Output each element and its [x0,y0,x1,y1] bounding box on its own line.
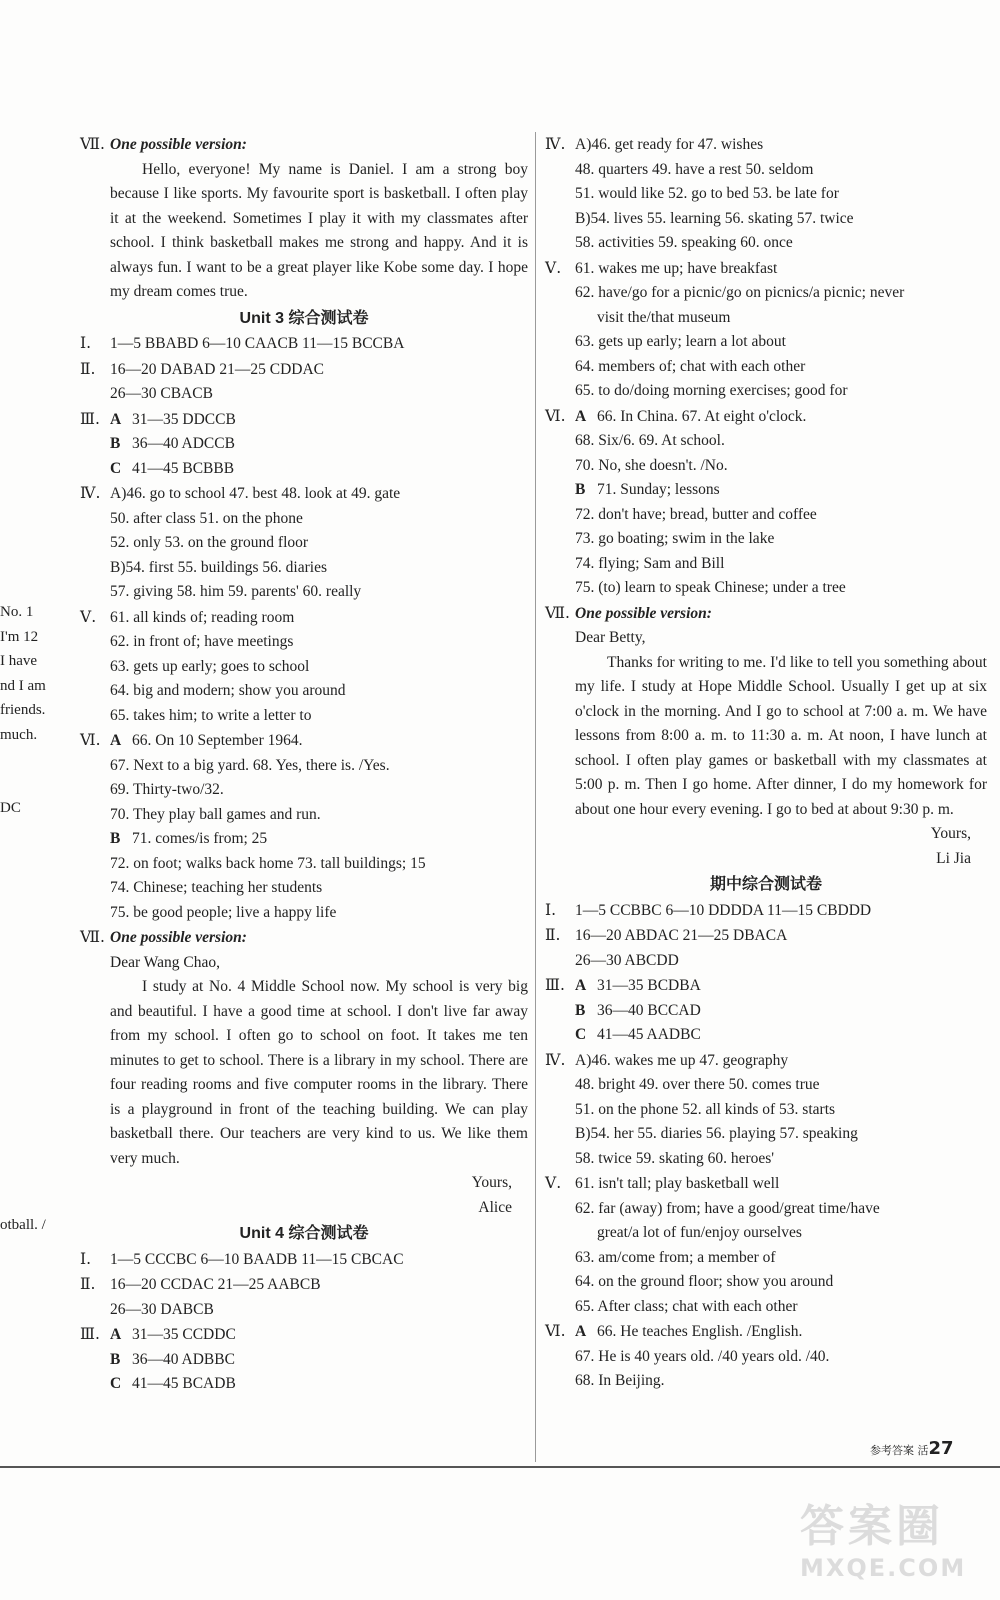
letter-signoff: Li Jia [936,849,971,867]
answer-line [545,231,987,256]
subsection-letter: B [575,1001,586,1019]
answer-line [545,182,987,207]
margin-fragment [0,821,46,846]
answer-line [80,901,528,926]
answer-text: 74. flying; Sam and Bill [575,554,725,572]
answer-text: 41—45 BCBBB [132,459,235,477]
answer-line [80,1348,528,1373]
right-column [545,132,987,1394]
answer-line [545,1246,987,1271]
writing-label-text: One possible version: [110,929,247,946]
answer-text: 41—45 BCADB [132,1375,236,1392]
answer-line [80,605,528,631]
answer-line [80,407,528,433]
margin-fragment: otball. / [0,1216,46,1233]
answer-line [80,655,528,680]
answer-line [80,556,528,581]
answer-text: 72. don't have; bread, butter and coffee [575,505,817,523]
letter-signoff: Yours, [930,825,971,842]
subsection-letter: A [110,732,122,749]
answer-text: 75. be good people; live a happy life [110,903,337,921]
margin-fragment [0,1188,46,1213]
watermark-logo-text: 答案圈 [800,1501,944,1552]
subsection-letter: B [110,435,121,452]
section-numeral: Ⅵ. [545,1322,566,1340]
letter-signoff: Yours, [471,1174,512,1191]
answer-line [545,454,987,479]
answer-text: A)46. wakes me up 47. geography [575,1051,789,1069]
answer-text: 66. On 10 September 1964. [132,732,303,749]
answer-text: 62. in front of; have meetings [110,633,294,650]
answer-text: 65. to do/doing morning exercises; good for [575,382,848,399]
page-footer [870,1438,954,1459]
answer-line [80,728,528,754]
answer-text: 50. after class 51. on the phone [110,509,303,527]
answer-text: 31—35 DDCCB [132,410,236,428]
margin-fragment: friends. [0,702,46,718]
footer-prefix: 活 [917,1444,929,1457]
answer-line [545,379,987,404]
answer-line [80,754,528,779]
answer-text: 66. He teaches English. /English. [597,1323,803,1340]
answer-line [545,949,987,974]
margin-fragment [0,772,46,797]
answer-text: A)46. get ready for 47. wishes [575,136,764,153]
answer-line [80,1372,528,1397]
answer-line [545,404,987,430]
section-numeral: Ⅳ. [545,135,566,153]
answer-line [545,1295,987,1320]
bottom-rule [0,1466,1000,1468]
answer-line [80,331,528,357]
subsection-letter: A [575,407,587,425]
subsection-letter: C [110,459,122,477]
section-numeral: Ⅱ. [545,926,561,944]
answer-text: visit the/that museum [597,308,731,326]
section-numeral: Ⅴ. [545,1174,562,1192]
answer-text: 71. comes/is from; 25 [132,830,268,847]
margin-fragment [0,1017,46,1042]
answer-line [545,1345,987,1370]
answer-text: 70. No, she doesn't. /No. [575,456,728,474]
answer-line [545,281,987,306]
answer-text: 16—20 CCDAC 21—25 AABCB [110,1276,321,1293]
section-numeral: Ⅱ. [80,1275,96,1293]
page-number: 27 [928,1438,954,1459]
margin-fragment [0,1066,46,1091]
answer-text: B)54. lives 55. learning 56. skating 57. twice [575,209,854,227]
answer-text: 66. In China. 67. At eight o'clock. [597,407,807,425]
answer-line [80,507,528,532]
subsection-letter: A [575,977,587,994]
answer-line [545,207,987,232]
answer-text: 26—30 CBACB [110,385,213,402]
answer-text: 57. giving 58. him 59. parents' 60. really [110,583,362,600]
answer-text: 68. In Beijing. [575,1372,665,1389]
answer-line [80,679,528,704]
answer-line [545,158,987,183]
answer-line [545,1048,987,1074]
answer-line [545,1319,987,1345]
answer-line [545,1147,987,1172]
margin-fragment: much. [0,726,38,743]
answer-text: 61. isn't tall; play basketball well [575,1175,780,1192]
answer-text: 36—40 ADCCB [132,435,235,452]
answer-text: 69. Thirty-two/32. [110,781,224,798]
answer-text: 16—20 ABDAC 21—25 DBACA [575,927,788,944]
answer-text: 31—35 CCDDC [132,1326,236,1343]
answer-line [545,626,987,651]
answer-text: 48. bright 49. over there 50. comes true [575,1076,820,1093]
answer-line [80,531,528,556]
answer-line [545,355,987,380]
answer-line [80,1272,528,1298]
answer-text: 51. would like 52. go to bed 53. be late for [575,185,839,202]
answer-text: 1—5 BBABD 6—10 CAACB 11—15 BCCBA [110,335,405,352]
margin-fragment [0,1115,46,1140]
section-numeral: Ⅵ. [545,406,566,425]
answer-text: 63. gets up early; learn a lot about [575,333,786,350]
answer-text: 36—40 ADBBC [132,1350,235,1368]
answer-line [545,330,987,355]
subsection-letter: B [110,1350,121,1368]
answer-line [80,1322,528,1348]
writing-label [545,601,987,627]
answer-line [545,1369,987,1394]
answer-line [80,357,528,383]
answer-text: B)54. her 55. diaries 56. playing 57. speaking [575,1125,858,1142]
answer-text: 58. activities 59. speaking 60. once [575,234,793,251]
sample-essay-paragraph: I study at No. 4 Middle School now. My school is very big and beautiful. I have a good time at school. I don't live far away from my school. I often go to school on foot. It takes me ten minutes to get to school. There is a library in my school. There are four reading rooms and five computer rooms in the library. There is a playground in front of the teaching building. We can play basketball there. Our teachers are very kind to us. We like them very much. [110,978,528,1167]
answer-line [80,481,528,507]
answer-line [545,478,987,503]
answer-text: 64. on the ground floor; show you around [575,1273,834,1290]
margin-fragment [0,943,46,968]
section-numeral: Ⅵ. [80,731,101,749]
answer-text: 62. have/go for a picnic/go on picnics/a picnic; never [575,284,905,301]
margin-fragment: DC [0,800,21,816]
section-numeral: Ⅶ. [80,135,105,153]
section-title: Unit 3 综合测试卷 [239,309,369,327]
answer-line [80,704,528,729]
section-numeral: Ⅲ. [545,976,565,994]
section-numeral: Ⅳ. [545,1050,566,1069]
writing-label [80,132,528,158]
margin-fragment: I'm 12 [0,628,39,645]
section-numeral: Ⅳ. [80,484,101,502]
answer-line [80,432,528,457]
answer-line [80,852,528,877]
left-margin-fragments [0,600,46,1237]
answer-text: 52. only 53. on the ground floor [110,534,309,551]
writing-label [80,925,528,951]
margin-fragment [0,992,46,1017]
answer-text: 65. takes him; to write a letter to [110,706,312,724]
answer-text: A)46. go to school 47. best 48. look at 49. gate [110,485,401,502]
answer-line [545,1122,987,1147]
section-numeral: Ⅴ. [545,258,562,277]
answer-line [80,951,528,976]
margin-fragment: No. 1 [0,604,34,620]
answer-line [545,552,987,577]
answer-line [545,1197,987,1222]
answer-line [80,580,528,605]
answer-line [545,429,987,454]
answer-text: 1—5 CCCBC 6—10 BAADB 11—15 CBCAC [110,1250,404,1268]
subsection-letter: C [110,1375,122,1392]
subsection-letter: C [575,1026,587,1043]
margin-fragment [0,1090,46,1115]
section-numeral: Ⅰ. [80,334,92,352]
answer-text: 73. go boating; swim in the lake [575,530,775,547]
answer-text: 36—40 BCCAD [597,1001,701,1019]
footer-section: 参考答案 [870,1444,914,1457]
subsection-letter: B [110,830,121,847]
answer-text: 16—20 DABAD 21—25 CDDAC [110,360,324,378]
answer-text: Dear Betty, [575,629,646,646]
writing-label-text: One possible version: [575,604,712,622]
answer-line [545,132,987,158]
answer-text: 41—45 AADBC [597,1026,701,1043]
answer-line [545,576,987,601]
subsection-letter: A [110,410,122,428]
margin-fragment: nd I am [0,677,46,694]
answer-text: great/a lot of fun/enjoy ourselves [597,1224,802,1241]
answer-line [80,803,528,828]
section-numeral: Ⅶ. [80,928,105,946]
answer-text: 63. gets up early; goes to school [110,657,310,675]
answer-line [80,827,528,852]
answer-line [80,382,528,407]
answer-line [545,1023,987,1048]
answer-text: 51. on the phone 52. all kinds of 53. starts [575,1100,836,1118]
margin-fragment [0,1139,46,1164]
answer-line [80,1298,528,1323]
left-column [80,132,528,1397]
answer-text: 65. After class; chat with each other [575,1297,798,1315]
margin-fragment [0,894,46,919]
answer-line [545,306,987,331]
section-numeral: Ⅲ. [80,409,100,428]
margin-fragment [0,1164,46,1189]
section-numeral: Ⅲ. [80,1325,100,1343]
answer-line [545,1171,987,1197]
answer-text: 64. members of; chat with each other [575,357,806,375]
sample-essay-paragraph: Hello, everyone! My name is Daniel. I am a strong boy because I like sports. My favourite sport is basketball. I often play it at the weekend. Sometimes I play it with my classmates after school. I think basketball makes me strong and happy. And it is always fun. I want to be a great player like Kobe some day. I hope my dream comes true. [110,160,528,300]
subsection-letter: A [575,1323,587,1340]
answer-text: 67. He is 40 years old. /40 years old. /40. [575,1347,830,1365]
answer-text: 58. twice 59. skating 60. heroes' [575,1149,775,1167]
answer-line [545,527,987,552]
watermark-url: MXQE.COM [800,1554,967,1582]
answer-line [545,898,987,924]
answer-text: Dear Wang Chao, [110,953,220,971]
column-divider [535,132,536,1462]
section-numeral: Ⅴ. [80,607,97,626]
answer-text: 63. am/come from; a member of [575,1248,776,1266]
subsection-letter: B [575,481,586,498]
subsection-letter: A [110,1326,122,1343]
answer-line [545,1098,987,1123]
answer-text: 31—35 BCDBA [597,977,701,994]
answer-text: 75. (to) learn to speak Chinese; under a tree [575,579,846,596]
answer-text: 71. Sunday; lessons [597,481,720,498]
margin-fragment [0,1041,46,1066]
section-numeral: Ⅰ. [80,1249,92,1268]
answer-line [80,778,528,803]
answer-line [80,630,528,655]
answer-line [545,1270,987,1295]
margin-fragment [0,747,46,772]
answer-line [545,503,987,528]
section-numeral: Ⅶ. [545,603,570,622]
answer-text: 1—5 CCBBC 6—10 DDDDA 11—15 CBDDD [575,901,872,919]
section-numeral: Ⅱ. [80,359,96,378]
answer-text: 61. wakes me up; have breakfast [575,259,778,277]
answer-text: 26—30 ABCDD [575,951,679,969]
letter-signoff: Alice [478,1198,512,1216]
margin-fragment: I have [0,653,38,669]
answer-text: 70. They play ball games and run. [110,805,321,823]
answer-text: 64. big and modern; show you around [110,682,346,699]
answer-line [545,973,987,999]
answer-line [545,1073,987,1098]
answer-text: 62. far (away) from; have a good/great time/have [575,1199,880,1217]
section-title: 期中综合测试卷 [709,876,822,893]
answer-text: 74. Chinese; teaching her students [110,879,323,896]
margin-fragment [0,968,46,993]
answer-line [545,999,987,1024]
answer-text: 61. all kinds of; reading room [110,608,295,626]
section-title: Unit 4 综合测试卷 [239,1225,369,1242]
answer-text: 48. quarters 49. have a rest 50. seldom [575,160,814,178]
watermark [800,1490,966,1582]
answer-line [545,923,987,949]
answer-text: B)54. first 55. buildings 56. diaries [110,558,327,576]
section-numeral: Ⅰ. [545,900,557,919]
answer-text: 68. Six/6. 69. At school. [575,432,725,449]
margin-fragment [0,845,46,870]
answer-line [545,1221,987,1246]
margin-fragment [0,870,46,895]
sample-essay-paragraph: Thanks for writing to me. I'd like to tell you something about my life. I study at Hope Middle School. Usually I get up at six o'clock in the morning. And I go to school at 7:00 a. m. We have lessons from 8:00 a. m. to 11:30 a. m. At noon, I have lunch at school. I often play games or basketball with my classmates at 5:00 p. m. Then I go home. After dinner, I do my homework for about one hour every evening. I go to bed at about 9:30 p. m. [575,653,987,818]
margin-fragment [0,919,46,944]
answer-text: 26—30 DABCB [110,1300,214,1318]
answer-text: 67. Next to a big yard. 68. Yes, there is. /Yes. [110,756,390,774]
answer-line [80,1247,528,1273]
answer-line [80,457,528,482]
writing-label-text: One possible version: [110,136,247,153]
answer-line [80,876,528,901]
answer-line [545,256,987,282]
answer-text: 72. on foot; walks back home 73. tall buildings; 15 [110,854,426,872]
